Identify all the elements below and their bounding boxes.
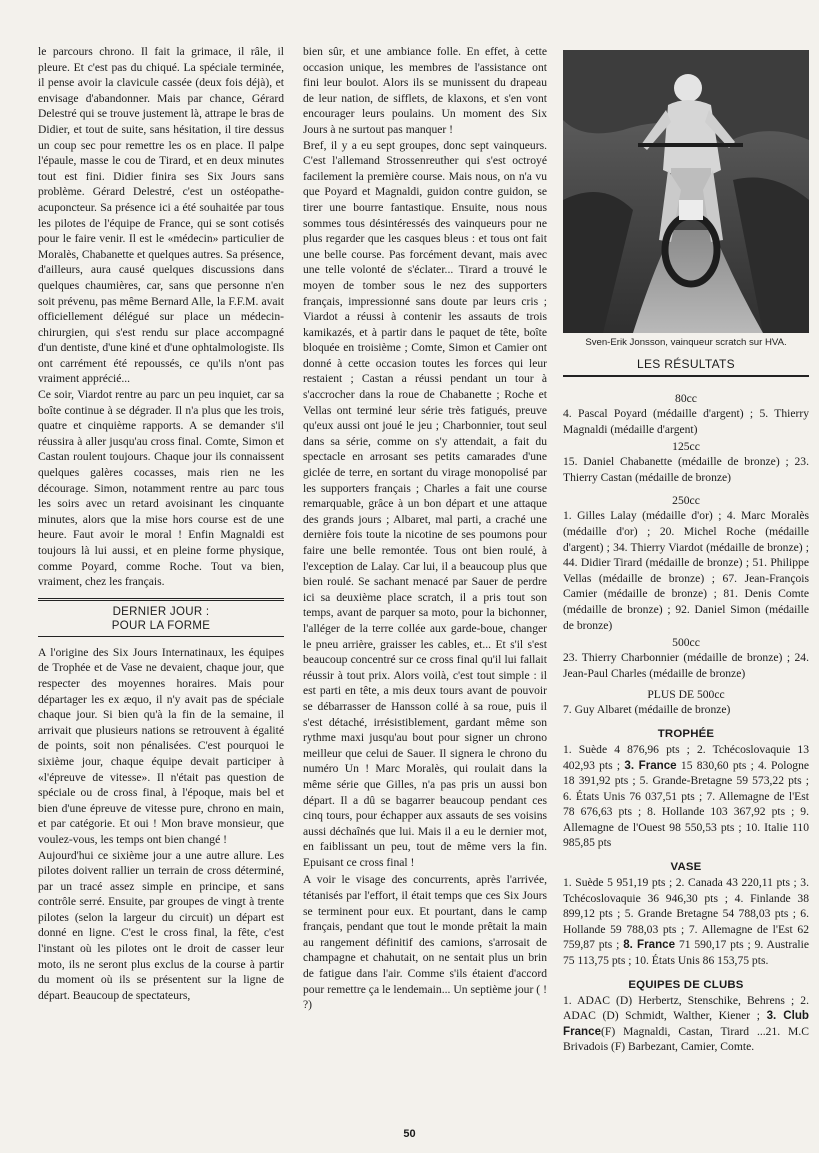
page-number: 50: [403, 1128, 416, 1140]
column-middle: [303, 44, 547, 1013]
motocross-rider-image: [563, 50, 809, 333]
category-results: 1. Gilles Lalay (médaille d'or) ; 4. Marc Moralès (médaille d'or) ; 20. Michel Roche (médaille d'argent) ; 34. Thierry Viardot (médaille de bronze) ; 44. Didier Tirard (médaille de bronze) ; 51. Philippe Vellas (médaille de bronze) ; 67. Jean-François Camier (médaille de bronze) ; 81. Denis Comte (médaille de bronze) ; 92. Daniel Simon (médaille de bronze): [563, 509, 809, 632]
results-text: (F) Magnaldi, Castan, Tirard ...21. M.C Brivadois (F) Barbezant, Camier, Comte.: [563, 1024, 809, 1054]
vase-results: [563, 875, 809, 969]
category-results: 4. Pascal Poyard (médaille d'argent) ; 5. Thierry Magnaldi (médaille d'argent): [563, 407, 809, 436]
paragraph: Bref, il y a eu sept groupes, donc sept vainqueurs. C'est l'allemand Strossenreuther qui s'est octroyé facilement la première course. Mais nous, on n'a vu que Poyard et Magnaldi, guidon contre guidon, se tirer une bourre fantastique. Ensuite, nous nous sommes tous désintéressés des vainqueurs pour ne plus regarder que les casques bleus : et tous ont fait une belle course. Pas forcément devant, mais avec une telle volonté de s'éclater... Tirard a trouvé le moyen de tomber sous le nez des supporters français, impressionné sans doute par leurs cris ; Viardot a réussi à contenir les assauts de trois kamikazés, et à partir dans le paquet de tête, boîte bloquée en troisième ; Comte, Simon et Camier ont donné à cette occasion toutes les forces qui leur restaient ; Castan a réussi pendant un tour à s'accrocher dans la roue de Chabanette ; Roche et Vellas ont terminé leur série très fatigués, preuve qu'eux aussi ont joué le jeu ; Charbonnier, tout seul dans sa série, comme on s'y attendait, a fait du spectacle en arrosant ses petits camarades d'une giclée de terre, en sortant du virage monopolisé par les supporters français ; Charles a fait une course remarquable, grâce à un bon départ et une attaque des grands jours ; Albaret, mal parti, a craché une dernière fois toute la nicotine de ses poumons pour faire une belle remontée. Tous ont bien roulé, à l'exception de Lalay. Car lui, il a beaucoup plus que bien roulé. Se sachant menacé par Sauer de perdre ici sa deuxième place scratch, il a pris tout son temps, avant de parquer sa moto, pour la bichonner, l'alléger de la terre collée aux garde-boue, changer le pneu arrière, graisser les cables, et... Et s'il s'est beaucoup concentré sur ce cross final qu'il lui fallait réussir à tout prix. Alors voilà, c'est tout simple : il est parti en tête, a mis deux tours avant de pouvoir se débarrasser de Hansson collé à sa roue, puis il s'est détaché, irrésistiblement, gardant même son rythme maxi jusqu'au bout pour signer un chrono meilleur que celui de Sauer. Il signera le chrono du numéro Un ! Marc Moralès, qui roulait dans la même série que Gilles, n'a pas pris un aussi bon départ. Il a dû se bagarrer beaucoup pendant ces cinq tours, pour échapper aux assauts de ses voisins aussi déchaînés que lui. Mais il a eu le dernier mot, en faiblissant un peu, tout de même vers la fin. Epuisant ce cross final !: [303, 138, 547, 869]
category-label: 500cc: [672, 636, 700, 650]
paragraph: Ce soir, Viardot rentre au parc un peu inquiet, car sa boîte continue à se dégrader. Il n'a plus que les trois, quatre et cinquième rapports. A se demander s'il réussira à aller jusqu'au cross final. Comte, Simon et Castan roulent toujours. Chaque jour ils connaissent quelques galères cocasses, mais rien ne les décourage. Simon, notamment rentre au parc tous les soirs avec un retard avoisinant les cinquante minutes, alors que la mise hors course est de une heure. Faut avoir le moral ! Enfin Magnaldi est toujours là lui aussi, et en pleine forme physique, comme Poyard, comme Roche. Tout va bien, vraiment, chez les français.: [38, 388, 284, 589]
paragraph: Aujourd'hui ce sixième jour a une autre allure. Les pilotes doivent rallier un terrain de cross déterminé, par un tracé assez simple en principe, et sans contrôle serré. Ensuite, par groupes de vingt à trente pilotes (selon la largeur du circuit) un départ est donné en ligne. C'est le cross final, la fête, c'est l'instant où les pilotes ont le droit de casser leur moto, ils ne seront plus exclus de la course à partir du moment où ils se présentent sur la ligne de départ. Beaucoup de spectateurs,: [38, 848, 284, 1002]
france-highlight: 3. France: [624, 758, 677, 772]
section-heading-line: DERNIER JOUR :: [112, 605, 210, 618]
france-highlight: 8. France: [623, 938, 676, 952]
paragraph: bien sûr, et une ambiance folle. En effet, à cette occasion unique, les membres de l'assistance ont fini leur boulot. Alors ils se munissent du drapeau de leur nation, de sifflets, de klaxons, et s'en vont encourager leurs poulains. Un moment des Six Jours à ne surtout pas manquer !: [303, 45, 547, 136]
trophee-heading: TROPHÉE: [657, 727, 715, 740]
category-label: PLUS DE 500cc: [647, 688, 725, 702]
paragraph: A voir le visage des concurrents, après l'arrivée, tétanisés par l'effort, il était temps que ces Six Jours se terminent pour eux. Et pourtant, dans le camp français, pendant que tout le monde prêtait la main au rangement définitif des camions, s'arrosait de champagne et chahutait, on ne sentait plus un brin de fatigue dans l'air. Comme s'ils étaient d'accord pour remettre ça le lendemain... Un septième jour ( ! ?): [303, 873, 547, 1012]
category-results: 15. Daniel Chabanette (médaille de bronze) ; 23. Thierry Castan (médaille de bronze): [563, 455, 809, 484]
category-label: 125cc: [672, 440, 700, 454]
category-label: 250cc: [672, 494, 700, 508]
section-heading-dernier-jour: [38, 598, 284, 637]
results-text: 1. ADAC (D) Herbertz, Stenschike, Behrens ; 2. ADAC (D) Schmidt, Walther, Kiener ;: [563, 993, 809, 1023]
club-france-highlight: 3. Club France: [563, 1009, 809, 1038]
vase-heading: VASE: [670, 861, 702, 874]
column-left: [38, 44, 284, 1003]
clubs-results: [563, 993, 809, 1055]
category-label: 80cc: [675, 392, 697, 405]
results-text: 15 830,60 pts ; 4. Pologne 18 391,92 pts ; 5. Grande-Bretagne 59 573,22 pts ; 6. États Unis 76 037,51 pts ; 7. Allemagne de l'Est 78 676,63 pts ; 8. Hollande 103 367,92 pts ; 9. Allemagne de l'Ouest 98 550,53 pts ; 10. Italie 110 985,85 pts: [563, 758, 810, 850]
results-text: 1. Suède 5 951,19 pts ; 2. Canada 43 220,11 pts ; 3. Tchécoslovaquie 36 946,30 pts ; 4. Finlande 38 899,12 pts ; 5. Grande Bretagne 54 788,03 pts ; 6. Hollande 59 788,03 pts ; 7. Allemagne de l'Est 62 759,87 pts ;: [563, 876, 809, 952]
clubs-heading: EQUIPES DE CLUBS: [628, 978, 744, 991]
column-right: [563, 50, 809, 1055]
category-results: 23. Thierry Charbonnier (médaille de bronze) ; 24. Jean-Paul Charles (médaille de bronze): [563, 651, 809, 680]
category-results: 7. Guy Albaret (médaille de bronze): [563, 703, 731, 717]
results-heading: LES RÉSULTATS: [563, 357, 809, 377]
paragraph: A l'origine des Six Jours Internatinaux, les équipes de Trophée et de Vase ne devaient, chaque jour, que respecter des moyennes horaires. Mais pour départager les ex æquo, il n'y avait pas de spéciale chaque jour. Si bien qu'à la fin de la semaine, il arrivait que plusieurs nations se retrouvent à égalité de points, soit non pénalisées. C'est pourquoi le sixième jour, chaque équipe devait participer à «l'épreuve de vitesse». Il n'était pas question de spéciale ou de cross final, à l'époque, mais bel et bien d'une épreuve de vitesse pure, chrono en main, et par catégorie. Et oui ! Mon brave monsieur, que voulez-vous, les temps ont bien changé !: [38, 645, 284, 846]
trophee-results: [563, 742, 809, 851]
results-text: 71 590,17 pts ; 9. Australie 75 113,75 pts ; 10. États Unis 86 153,75 pts.: [563, 938, 809, 968]
section-heading-line: POUR LA FORME: [111, 619, 211, 632]
results-text: 1. Suède 4 876,96 pts ; 2. Tchécoslovaquie 13 402,93 pts ;: [563, 742, 809, 772]
photo-caption: Sven-Erik Jonsson, vainqueur scratch sur HVA.: [585, 337, 787, 348]
rider-photo: [563, 50, 809, 333]
paragraph: le parcours chrono. Il fait la grimace, il râle, il pleure. Et c'est pas du chiqué. La spéciale terminée, il pense avoir la clavicule cassée (deux fois déjà), et envisage d'abandonner. Mais par chance, Gérard Delestré qui se trouve justement là, attrape le bras de Didier, et tout de suite, sans hésitation, il tire dessus un coup sec pour remettre les os en place. Il palpe l'épaule, masse le cou de Tirard, et en deux minutes tout est fini. Didier finira ses Six Jours sans problème. Gérard Delestré, c'est un ostéopathe-acuponcteur. Sa présence ici a été souhaitée par tous les pilotes de l'équipe de France, qui se sont cotisés pour le faire venir. Il est le «médecin» particulier de Moralès, Chabanette et quelques autres. Sa présence, d'ailleurs, aura causé quelques discussions dans quelques chaumières, car, sans que personne n'en soit prévenu, pas même Bernard Alle, la F.F.M. avait officiellement délégué sur place un médecin-chirurgien, qui s'est rendu sur place accompagné d'un dentiste, d'une kiné et d'une ophtalmologiste. Ils ont carrément été repoussés, ce qu'ils n'ont pas vraiment apprécié...: [38, 45, 284, 386]
